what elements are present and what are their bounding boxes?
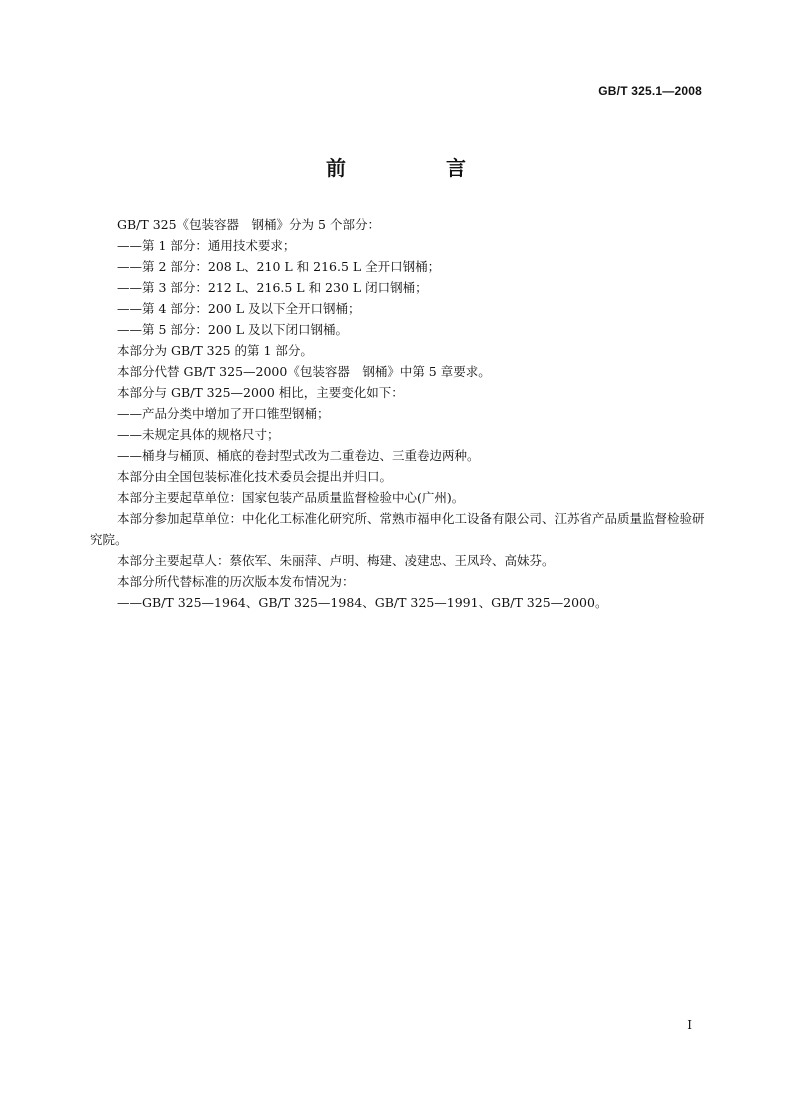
paragraph: 本部分与 GB/T 325—2000 相比，主要变化如下： — [117, 385, 404, 400]
page-title: 前 言 — [326, 156, 506, 180]
paragraph: 本部分主要起草人：蔡依军、朱丽萍、卢明、梅建、凌建忠、王凤玲、高妹芬。 — [117, 553, 555, 568]
paragraph: 本部分参加起草单位：中化化工标准化研究所、常熟市福申化工设备有限公司、江苏省产品质量监督检验研究院。 — [90, 511, 705, 547]
paragraph: 本部分为 GB/T 325 的第 1 部分。 — [117, 343, 313, 358]
paragraph: ——产品分类中增加了开口锥型钢桶； — [117, 406, 330, 421]
paragraph: ——第 5 部分：200 L 及以下闭口钢桶。 — [117, 322, 349, 337]
paragraph: ——第 4 部分：200 L 及以下全开口钢桶； — [117, 301, 361, 316]
paragraph: 本部分主要起草单位：国家包装产品质量监督检验中心(广州)。 — [117, 490, 465, 505]
standard-code: GB/T 325.1—2008 — [598, 84, 702, 98]
foreword-body — [90, 214, 706, 613]
paragraph: 本部分所代替标准的历次版本发布情况为： — [117, 574, 355, 589]
paragraph: ——第 2 部分：208 L、210 L 和 216.5 L 全开口钢桶； — [117, 259, 441, 274]
paragraph: ——第 1 部分：通用技术要求； — [117, 238, 296, 253]
paragraph: ——第 3 部分：212 L、216.5 L 和 230 L 闭口钢桶； — [117, 280, 428, 295]
page-number: I — [687, 1018, 692, 1032]
paragraph: GB/T 325《包装容器 钢桶》分为 5 个部分： — [117, 217, 380, 232]
paragraph: ——GB/T 325—1964、GB/T 325—1984、GB/T 325—1991、GB/T 325—2000。 — [117, 595, 608, 610]
paragraph: ——未规定具体的规格尺寸； — [117, 427, 280, 442]
paragraph: 本部分代替 GB/T 325—2000《包装容器 钢桶》中第 5 章要求。 — [117, 364, 491, 379]
paragraph: ——桶身与桶顶、桶底的卷封型式改为二重卷边、三重卷边两种。 — [117, 448, 480, 463]
paragraph: 本部分由全国包装标准化技术委员会提出并归口。 — [117, 469, 393, 484]
